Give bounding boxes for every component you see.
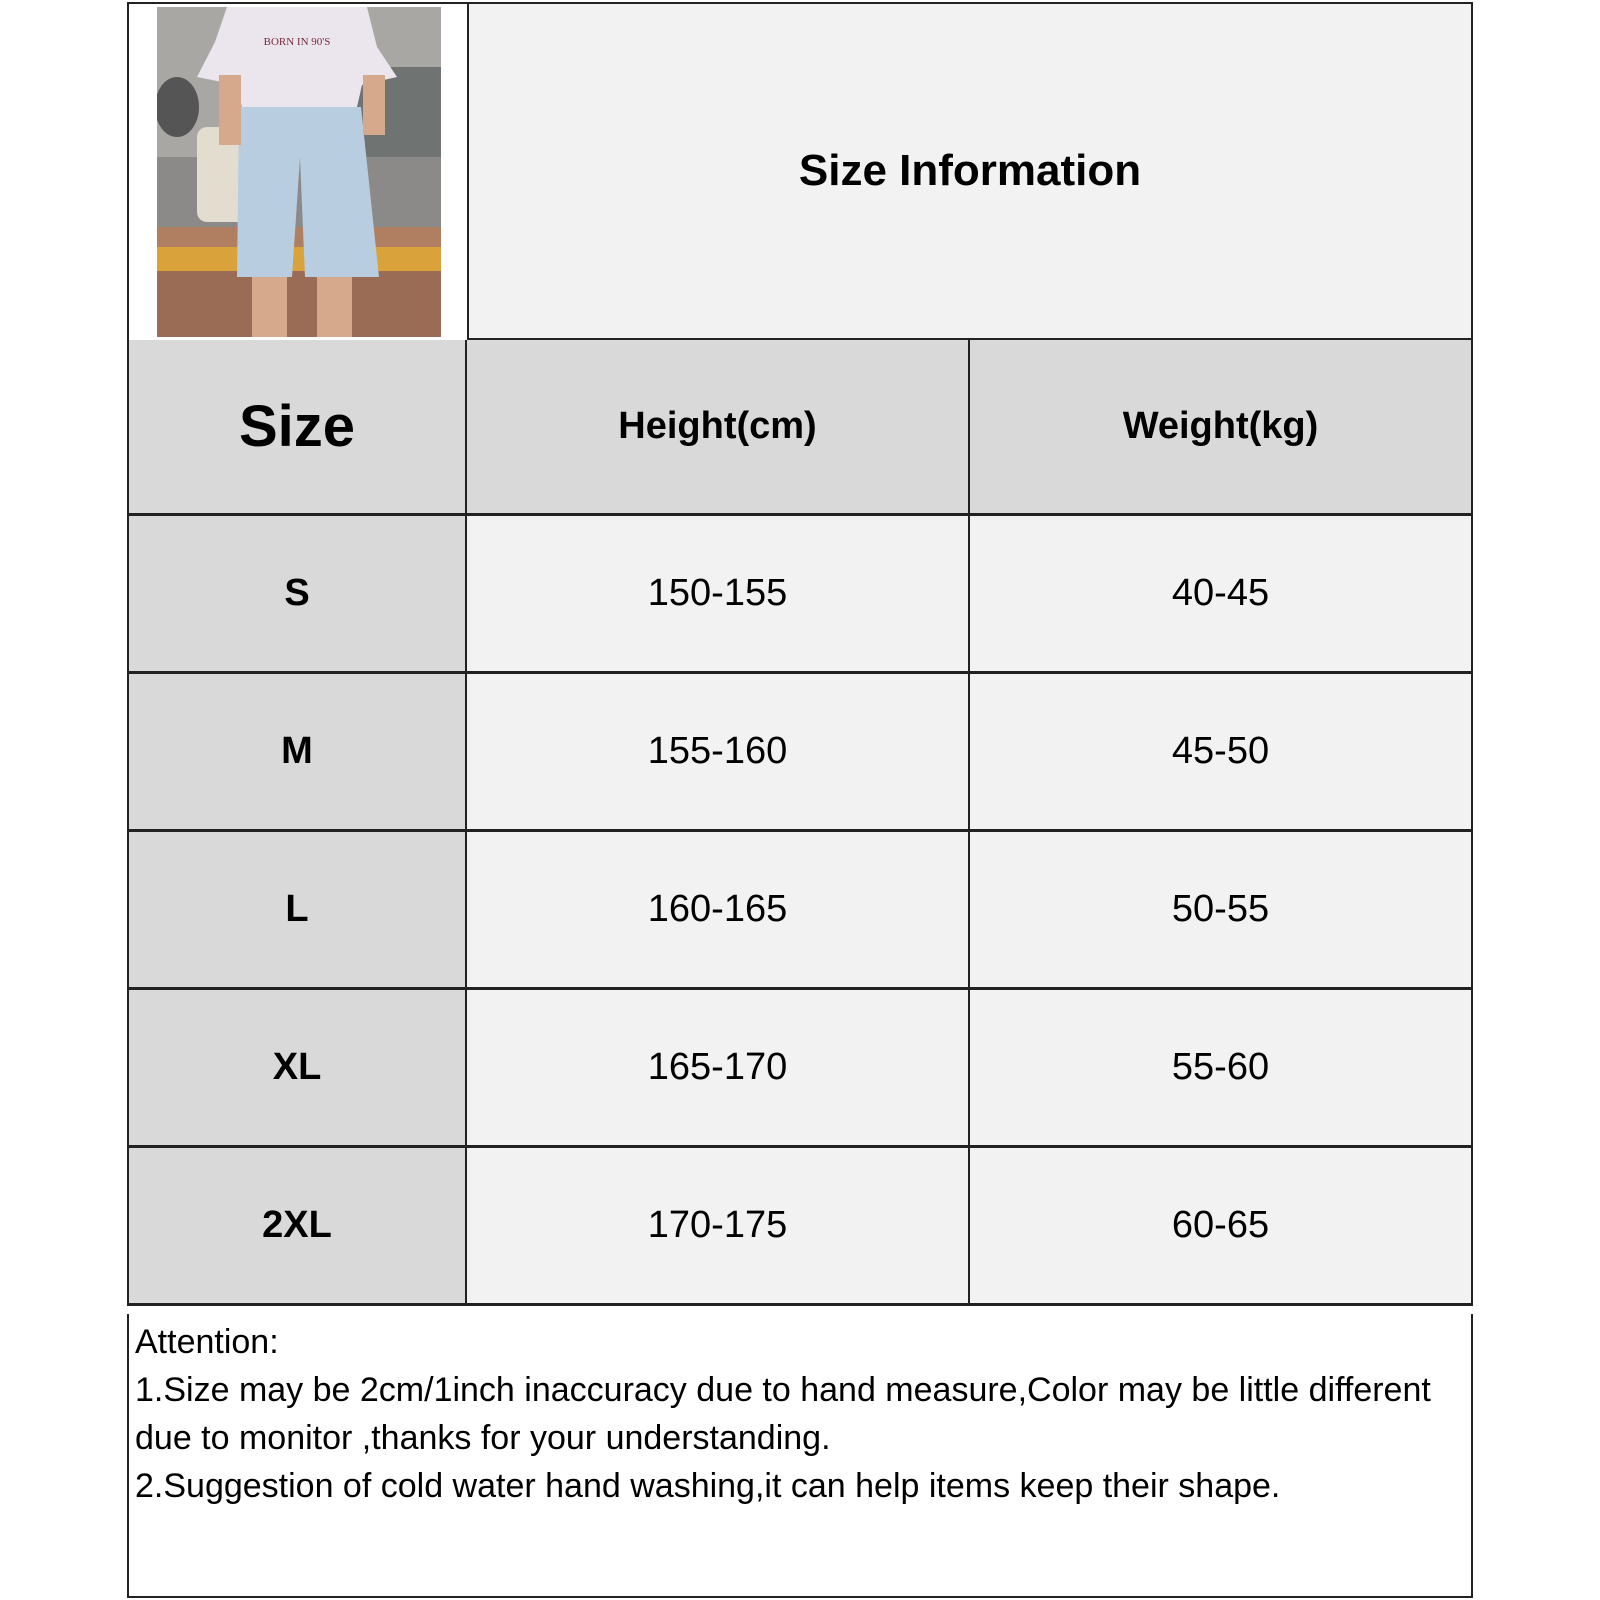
notes-heading: Attention:	[135, 1323, 279, 1361]
header-height: Height(cm)	[467, 340, 970, 516]
table-row	[127, 674, 1473, 832]
denim-shorts-model-photo-icon	[157, 7, 441, 337]
height-cell: 165-170	[467, 990, 970, 1148]
note-line: 1.Size may be 2cm/1inch inaccuracy due to hand measure,Color may be little different due to monitor ,thanks for your understanding.	[135, 1371, 1431, 1457]
table-row	[127, 1148, 1473, 1306]
table-row	[127, 832, 1473, 990]
table-row	[127, 516, 1473, 674]
size-cell: 2XL	[127, 1148, 467, 1306]
table-header-row	[127, 340, 1473, 516]
size-cell: XL	[127, 990, 467, 1148]
size-cell: M	[127, 674, 467, 832]
weight-cell: 55-60	[970, 990, 1473, 1148]
header-weight: Weight(kg)	[970, 340, 1473, 516]
height-cell: 150-155	[467, 516, 970, 674]
size-cell: L	[127, 832, 467, 990]
weight-cell: 50-55	[970, 832, 1473, 990]
svg-text:BORN IN 90'S: BORN IN 90'S	[263, 36, 331, 48]
height-cell: 160-165	[467, 832, 970, 990]
size-chart	[127, 2, 1473, 1598]
header-area	[127, 2, 1473, 340]
title-cell	[467, 2, 1473, 340]
height-cell: 155-160	[467, 674, 970, 832]
weight-cell: 45-50	[970, 674, 1473, 832]
size-table	[127, 340, 1473, 1306]
table-row	[127, 990, 1473, 1148]
note-line: 2.Suggestion of cold water hand washing,it can help items keep their shape.	[135, 1467, 1281, 1505]
page-title: Size Information	[798, 146, 1142, 195]
attention-notes	[127, 1314, 1473, 1598]
height-cell: 170-175	[467, 1148, 970, 1306]
product-photo-cell	[127, 2, 467, 340]
size-cell: S	[127, 516, 467, 674]
weight-cell: 40-45	[970, 516, 1473, 674]
weight-cell: 60-65	[970, 1148, 1473, 1306]
header-size: Size	[127, 340, 467, 516]
